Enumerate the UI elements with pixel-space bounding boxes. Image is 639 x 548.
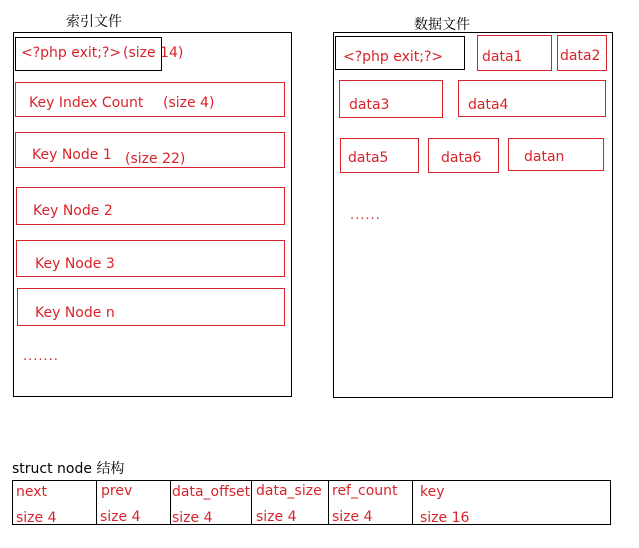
- field-size: size 4: [16, 510, 57, 526]
- struct-field-next: [13, 481, 97, 524]
- key-node-n-label: Key Node n: [35, 305, 115, 321]
- data1-label: data1: [482, 49, 523, 65]
- data5-label: data5: [348, 150, 389, 166]
- index-file-title: 索引文件: [66, 14, 122, 30]
- index-ellipsis: .......: [23, 349, 59, 364]
- field-size: size 4: [172, 510, 213, 526]
- struct-table: [12, 480, 611, 525]
- key-index-count-label: Key Index Count: [29, 95, 144, 111]
- index-header-text: <?php exit;?>: [21, 45, 122, 61]
- field-name: key: [420, 484, 445, 500]
- data-header-text: <?php exit;?>: [343, 49, 444, 65]
- field-size: size 4: [256, 509, 297, 525]
- struct-title: struct node 结构: [12, 461, 125, 477]
- field-size: size 4: [332, 509, 373, 525]
- field-size: size 4: [100, 509, 141, 525]
- field-name: data_offset: [172, 484, 251, 500]
- key-node-3-label: Key Node 3: [35, 256, 115, 272]
- struct-field-key: [413, 481, 610, 524]
- data4-label: data4: [468, 97, 509, 113]
- datan-label: datan: [524, 149, 565, 165]
- field-name: next: [16, 484, 48, 500]
- key-node-1-label: Key Node 1: [32, 147, 112, 163]
- field-name: prev: [101, 483, 133, 499]
- struct-field-ref-count: [329, 481, 413, 524]
- field-size: size 16: [420, 510, 470, 526]
- struct-field-data-size: [252, 481, 329, 524]
- key-node-1-size: (size 22): [125, 151, 186, 167]
- data2-label: data2: [560, 48, 601, 64]
- struct-field-prev: [97, 481, 171, 524]
- key-node-2-label: Key Node 2: [33, 203, 113, 219]
- data6-label: data6: [441, 150, 482, 166]
- key-index-count-size: (size 4): [163, 95, 215, 111]
- index-header-size: (size 14): [123, 45, 184, 61]
- struct-field-data-offset: [171, 481, 252, 524]
- field-name: ref_count: [332, 483, 398, 499]
- field-name: data_size: [256, 483, 322, 499]
- data3-label: data3: [349, 97, 390, 113]
- data-ellipsis: ......: [350, 208, 381, 223]
- data-file-title: 数据文件: [414, 17, 470, 33]
